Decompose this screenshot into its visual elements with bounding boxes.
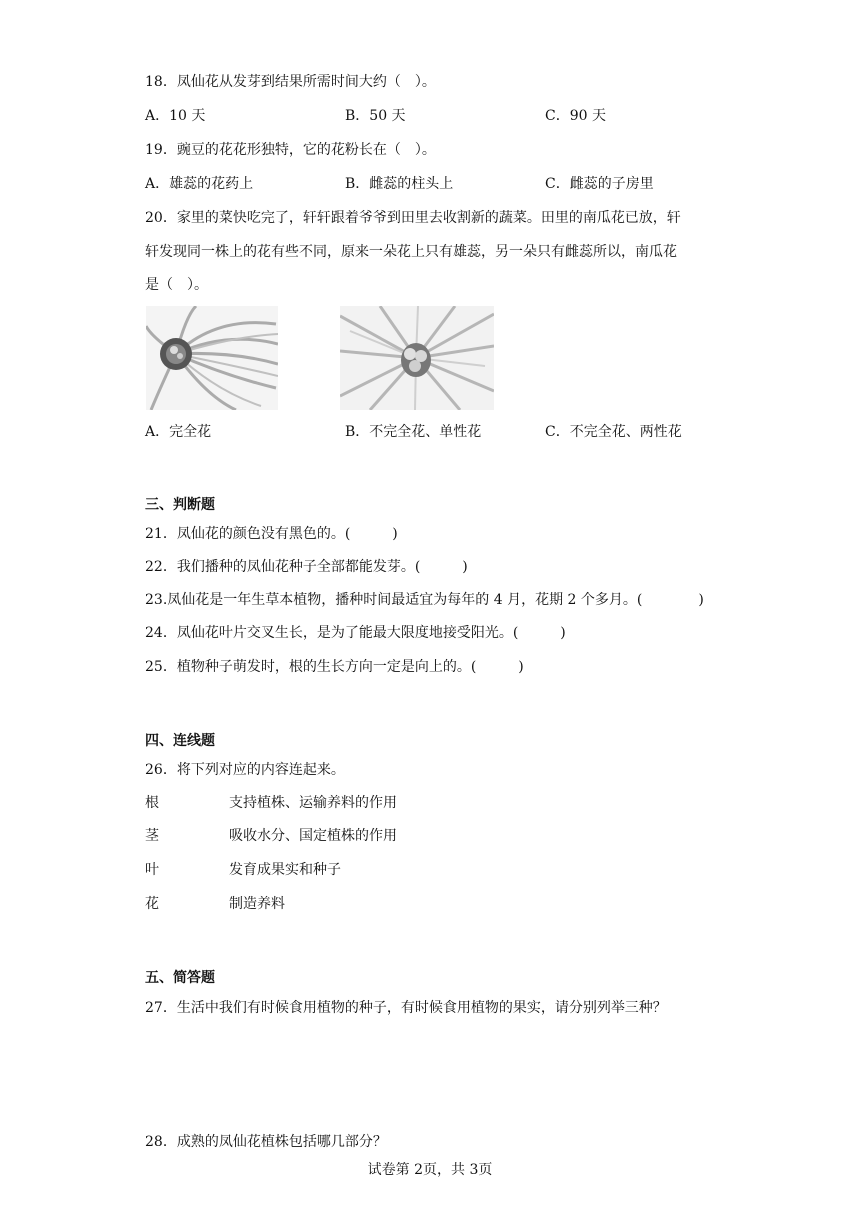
question-27: 27．生活中我们有时候食用植物的种子，有时候食用植物的果实，请分别列举三种？: [145, 1000, 667, 1016]
question-24: 24．凤仙花叶片交叉生长，是为了能最大限度地接受阳光。( ): [145, 625, 566, 641]
section-3-title: 三、判断题: [145, 497, 215, 513]
question-20-line-3: 是（ ）。: [145, 277, 208, 293]
question-20-line-2: 轩发现同一株上的花有些不同，原来一朵花上只有雄蕊，另一朵只有雌蕊所以，南瓜花: [145, 244, 677, 260]
female-pumpkin-flower-image: [340, 306, 494, 410]
q19-option-c: C．雌蕊的子房里: [545, 176, 654, 192]
question-28: 28．成熟的凤仙花植株包括哪几部分？: [145, 1134, 387, 1150]
match-right-4: 制造养料: [229, 896, 285, 912]
section-5-title: 五、简答题: [145, 970, 215, 986]
q20-option-a: A．完全花: [145, 424, 212, 440]
question-19: 19．豌豆的花花形独特，它的花粉长在（ ）。: [145, 142, 436, 158]
question-20-line-1: 20．家里的菜快吃完了，轩轩跟着爷爷到田里去收割新的蔬菜。田里的南瓜花已放，轩: [145, 210, 681, 226]
question-21: 21．凤仙花的颜色没有黑色的。( ): [145, 526, 398, 542]
question-18: 18．凤仙花从发芽到结果所需时间大约（ ）。: [145, 74, 436, 90]
question-23: 23.凤仙花是一年生草本植物，播种时间最适宜为每年的 4 月，花期 2 个多月。( ): [145, 592, 704, 608]
match-right-1: 支持植株、运输养料的作用: [229, 795, 397, 811]
q19-option-a: A．雄蕊的花药上: [145, 176, 254, 192]
match-left-leaf: 叶: [145, 862, 159, 878]
match-right-2: 吸收水分、国定植株的作用: [229, 828, 397, 844]
q20-option-c: C．不完全花、两性花: [545, 424, 682, 440]
section-4-title: 四、连线题: [145, 733, 215, 749]
q18-option-a: A．10 天: [145, 108, 206, 124]
q18-option-c: C．90 天: [545, 108, 606, 124]
page-footer: 试卷第 2页，共 3页: [367, 1162, 493, 1178]
question-22: 22．我们播种的凤仙花种子全部都能发芽。( ): [145, 559, 468, 575]
match-left-root: 根: [145, 795, 159, 811]
question-26: 26．将下列对应的内容连起来。: [145, 762, 345, 778]
q19-option-b: B．雌蕊的柱头上: [345, 176, 454, 192]
match-right-3: 发育成果实和种子: [229, 862, 341, 878]
match-left-flower: 花: [145, 896, 159, 912]
match-left-stem: 茎: [145, 828, 159, 844]
question-25: 25．植物种子萌发时，根的生长方向一定是向上的。( ): [145, 659, 524, 675]
q20-option-b: B．不完全花、单性花: [345, 424, 482, 440]
q18-option-b: B．50 天: [345, 108, 406, 124]
male-pumpkin-flower-image: [146, 306, 278, 410]
